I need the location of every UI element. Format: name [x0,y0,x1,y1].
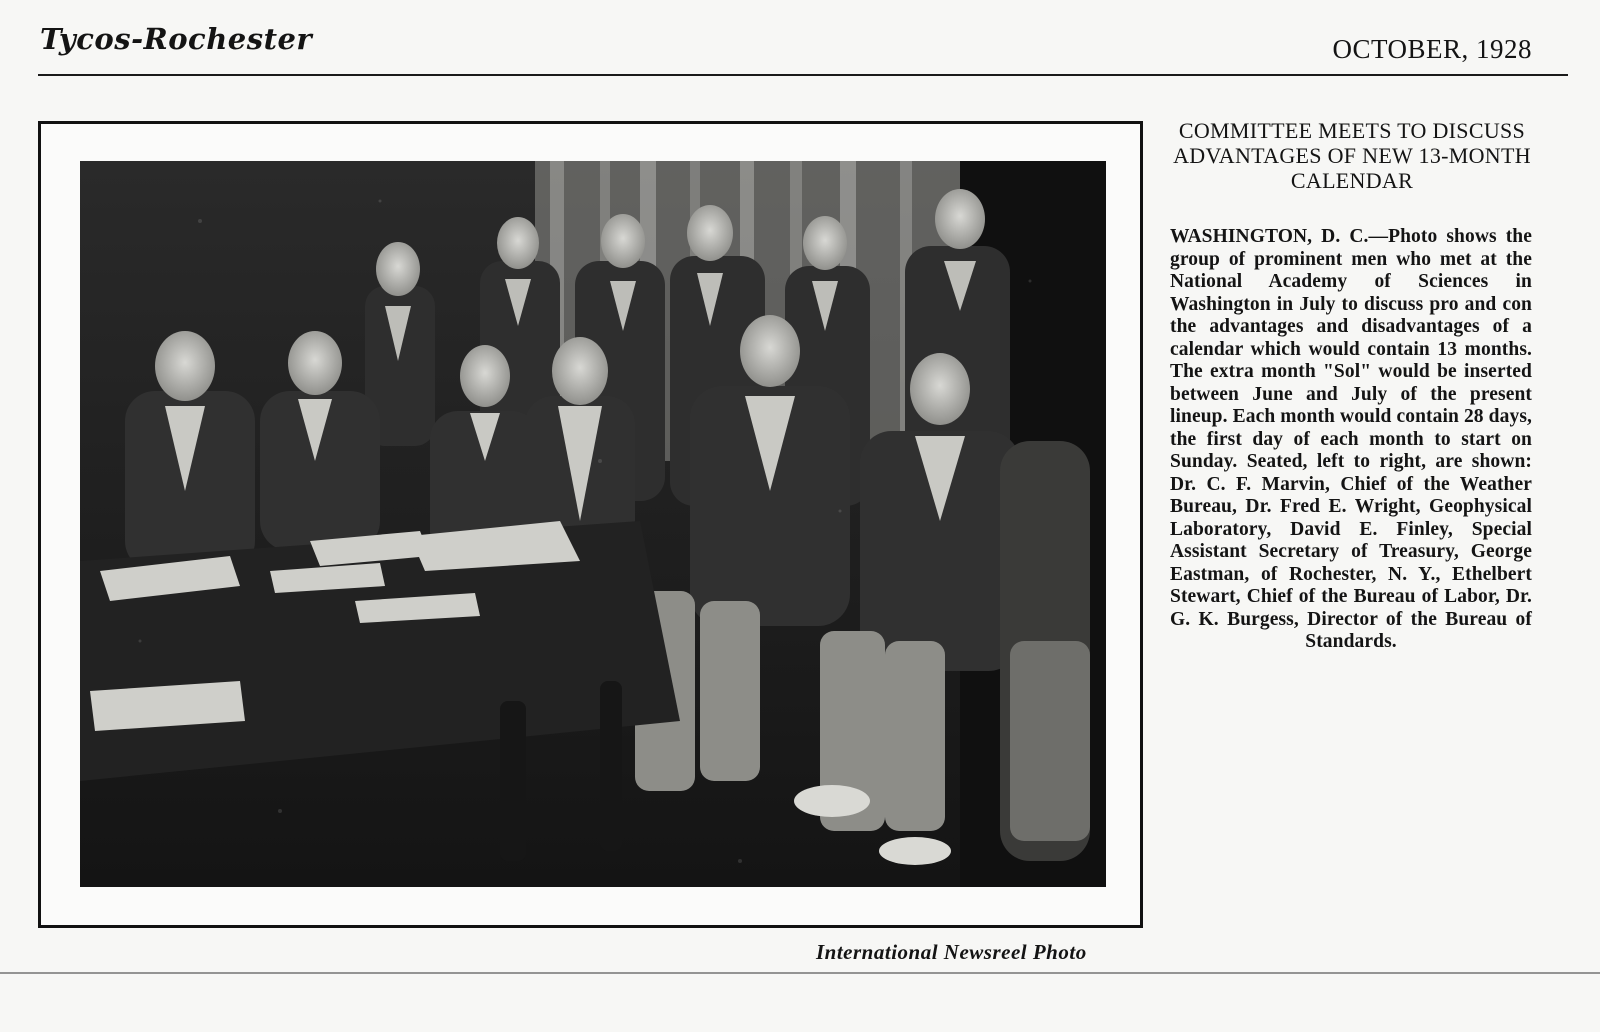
header-rule [38,74,1568,76]
publication-name: Tycos-Rochester [40,22,313,56]
group-photo [80,161,1106,887]
page-bottom-rule [0,972,1600,974]
issue-date: OCTOBER, 1928 [1332,34,1532,64]
group-photo-illustration [80,161,1106,887]
article-body: WASHINGTON, D. C.—Photo shows the group of prominent men who met at the National Academy of Sciences in Washington in July to discuss pro and con the advantages and disadvantages of a calendar which would contain 13 months. The extra month "Sol" would be inserted between June and July of the present lineup. Each month would contain 28 days, the first day of each month to start on Sunday. Seated, left to right, are shown: Dr. C. F. Marvin, Chief of the Weather Bureau, Dr. Fred E. Wright, Geophysical Laboratory, David E. Finley, Special Assistant Secretary of Treasury, George Eastman, of Rochester, N. Y., Ethelbert Stewart, Chief of the Bureau of Labor, Dr. G. K. Burgess, Director of the Bureau of Standards. [1170,226,1532,652]
photo-credit: International Newsreel Photo [816,940,1087,964]
photo-frame [38,121,1143,928]
article-headline: COMMITTEE MEETS TO DISCUSS ADVANTAGES OF NEW 13-MONTH CALENDAR [1173,118,1531,193]
